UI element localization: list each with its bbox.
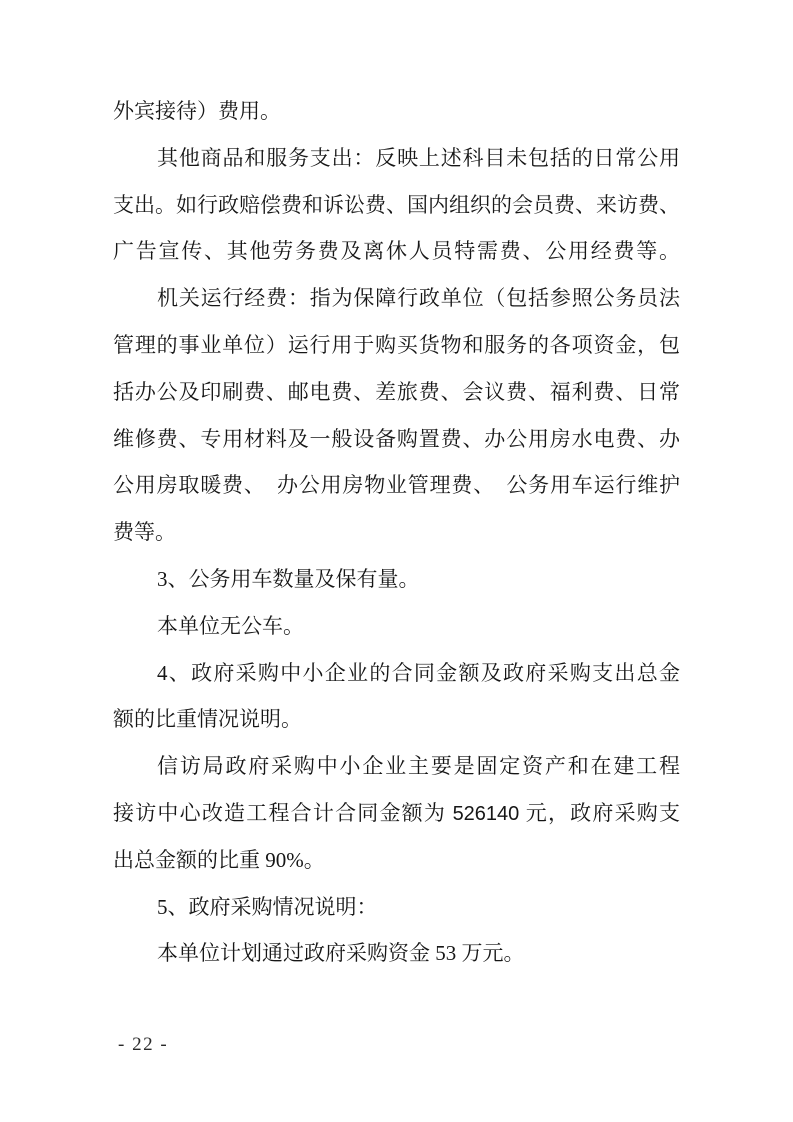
amount-line-prefix: 接访中心改造工程合计合同金额为: [113, 800, 453, 825]
doc-line-with-amount: [113, 790, 680, 837]
doc-line: 机关运行经费：指为保障行政单位（包括参照公务员法: [157, 286, 680, 311]
doc-line: 维修费、专用材料及一般设备购置费、办公用房水电费、办: [113, 426, 680, 451]
doc-line: 广告宣传、其他劳务费及离休人员特需费、公用经费等。: [113, 239, 680, 264]
doc-line: 支出。如行政赔偿费和诉讼费、国内组织的会员费、来访费、: [113, 192, 680, 217]
doc-line: 信访局政府采购中小企业主要是固定资产和在建工程: [157, 754, 680, 779]
document-body: [113, 88, 680, 977]
doc-line: 管理的事业单位）运行用于购买货物和服务的各项资金，包: [113, 332, 680, 357]
doc-line: 公用房取暖费、 办公用房物业管理费、 公务用车运行维护: [113, 473, 680, 498]
amount-line-suffix: 元，政府采购支: [519, 800, 681, 825]
doc-line: 出总金额的比重 90%。: [113, 847, 325, 872]
doc-line-list-item: 5、政府采购情况说明：: [157, 894, 378, 919]
doc-line: 额的比重情况说明。: [113, 707, 302, 732]
page-number: - 22 -: [118, 1034, 169, 1055]
doc-line: 本单位计划通过政府采购资金 53 万元。: [157, 941, 525, 966]
doc-line: 费等。: [113, 520, 176, 545]
contract-amount-value: 526140: [452, 802, 520, 825]
doc-line-list-item: 4、政府采购中小企业的合同金额及政府采购支出总金: [157, 660, 680, 685]
doc-line: 外宾接待）费用。: [113, 99, 281, 123]
doc-line: 本单位无公车。: [157, 613, 304, 638]
doc-line: 括办公及印刷费、邮电费、差旅费、会议费、福利费、日常: [113, 379, 680, 404]
doc-line: 其他商品和服务支出：反映上述科目未包括的日常公用: [157, 145, 680, 170]
doc-line-list-item: 3、公务用车数量及保有量。: [157, 566, 420, 591]
